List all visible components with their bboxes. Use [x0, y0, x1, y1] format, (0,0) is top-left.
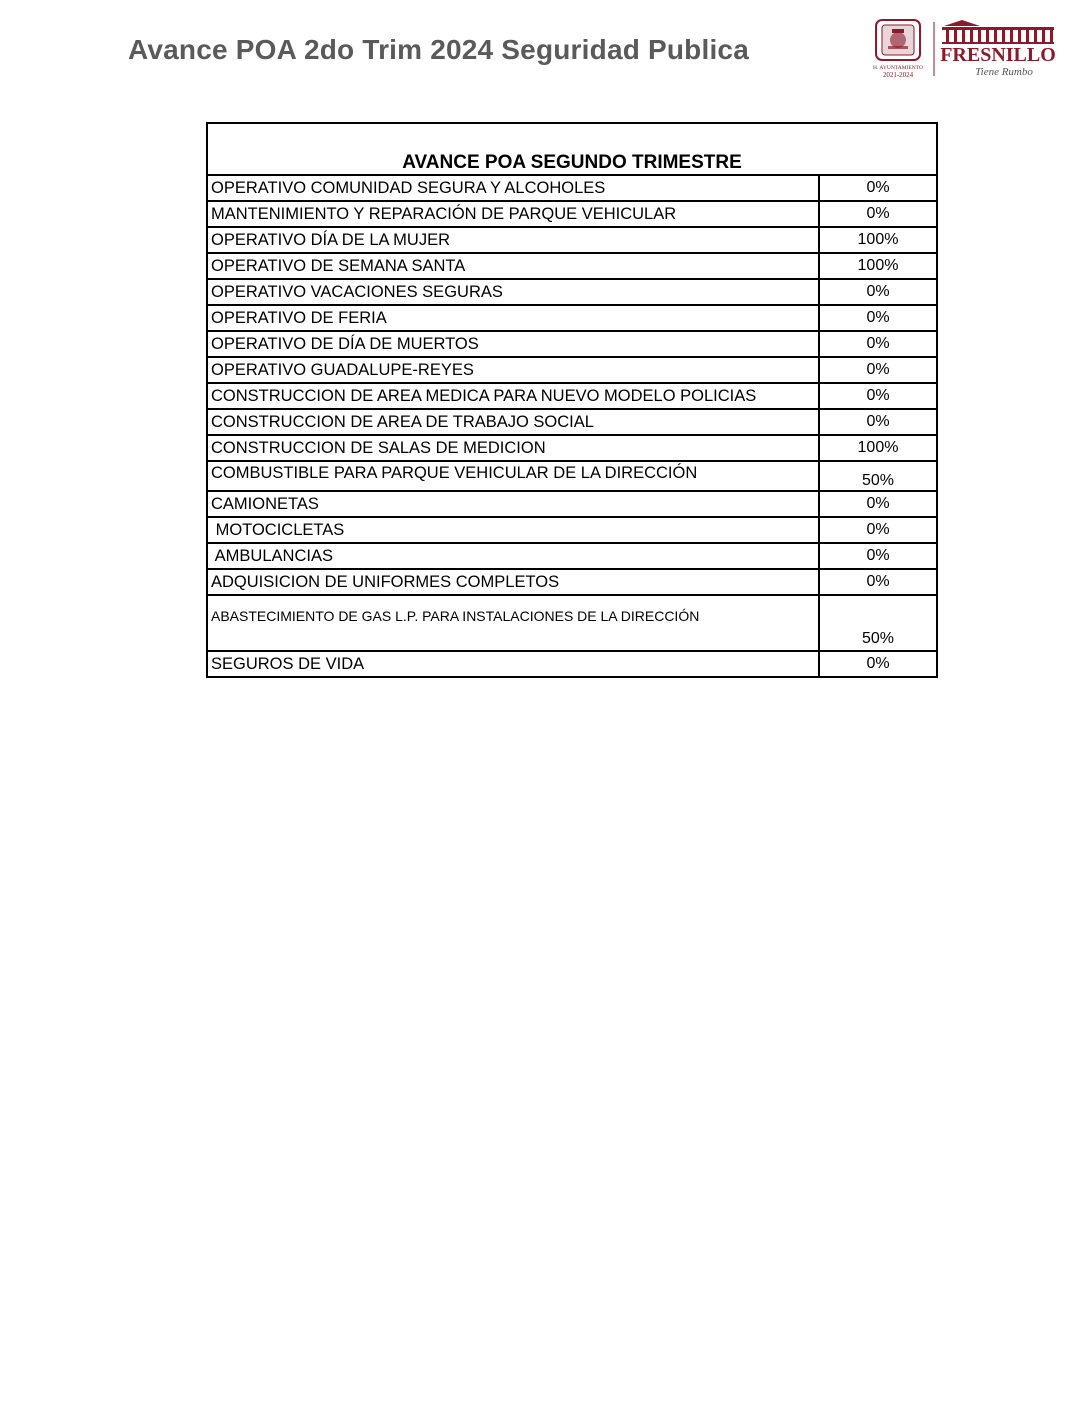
table-row	[207, 651, 937, 677]
progress-percent: 0%	[819, 305, 937, 331]
table-row	[207, 357, 937, 383]
municipal-seal-logo	[868, 16, 1068, 82]
table-row	[207, 543, 937, 569]
progress-percent: 0%	[819, 279, 937, 305]
activity-name: ADQUISICION DE UNIFORMES COMPLETOS	[207, 569, 819, 595]
progress-percent: 0%	[819, 491, 937, 517]
page-title: Avance POA 2do Trim 2024 Seguridad Publica	[128, 34, 749, 65]
activity-name: SEGUROS DE VIDA	[207, 651, 819, 677]
activity-name: MOTOCICLETAS	[207, 517, 819, 543]
table-row	[207, 409, 937, 435]
progress-percent: 100%	[819, 253, 937, 279]
activity-name: OPERATIVO DE FERIA	[207, 305, 819, 331]
activity-name: CAMIONETAS	[207, 491, 819, 517]
progress-percent: 100%	[819, 227, 937, 253]
activity-name: CONSTRUCCION DE SALAS DE MEDICION	[207, 435, 819, 461]
progress-percent: 0%	[819, 357, 937, 383]
progress-percent: 0%	[819, 331, 937, 357]
activity-name: OPERATIVO COMUNIDAD SEGURA Y ALCOHOLES	[207, 175, 819, 201]
header-logos	[868, 16, 1068, 82]
activity-name: OPERATIVO DÍA DE LA MUJER	[207, 227, 819, 253]
table-row	[207, 201, 937, 227]
activity-name: OPERATIVO GUADALUPE-REYES	[207, 357, 819, 383]
progress-percent: 0%	[819, 569, 937, 595]
activity-name: OPERATIVO VACACIONES SEGURAS	[207, 279, 819, 305]
fresnillo-wordmark: FRESNILLO	[940, 44, 1056, 66]
seal-caption-line1: H. AYUNTAMIENTO	[873, 65, 923, 71]
activity-name: AMBULANCIAS	[207, 543, 819, 569]
table-row	[207, 517, 937, 543]
poa-progress-table	[206, 122, 938, 678]
table-row	[207, 305, 937, 331]
table-row	[207, 435, 937, 461]
table-heading-row	[207, 123, 937, 175]
activity-name: CONSTRUCCION DE AREA DE TRABAJO SOCIAL	[207, 409, 819, 435]
fresnillo-tagline: Tiene Rumbo	[975, 66, 1033, 78]
progress-percent: 50%	[819, 595, 937, 651]
activity-name: OPERATIVO DE SEMANA SANTA	[207, 253, 819, 279]
progress-percent: 0%	[819, 543, 937, 569]
activity-name: OPERATIVO DE DÍA DE MUERTOS	[207, 331, 819, 357]
table-row	[207, 331, 937, 357]
table-row	[207, 491, 937, 517]
activity-name: MANTENIMIENTO Y REPARACIÓN DE PARQUE VEHICULAR	[207, 201, 819, 227]
table-row	[207, 461, 937, 491]
fresnillo-building-icon	[942, 20, 1054, 44]
progress-percent: 100%	[819, 435, 937, 461]
table-row	[207, 227, 937, 253]
table-row	[207, 279, 937, 305]
activity-name: ABASTECIMIENTO DE GAS L.P. PARA INSTALACIONES DE LA DIRECCIÓN	[207, 595, 819, 651]
table-row	[207, 569, 937, 595]
progress-percent: 0%	[819, 409, 937, 435]
progress-percent: 0%	[819, 651, 937, 677]
table-row	[207, 595, 937, 651]
progress-percent: 0%	[819, 201, 937, 227]
table-row	[207, 253, 937, 279]
table-heading: AVANCE POA SEGUNDO TRIMESTRE	[207, 123, 937, 175]
progress-percent: 0%	[819, 175, 937, 201]
seal-caption-line2: 2021-2024	[882, 71, 914, 79]
progress-percent: 50%	[819, 461, 937, 491]
activity-name: COMBUSTIBLE PARA PARQUE VEHICULAR DE LA DIRECCIÓN	[207, 461, 819, 491]
progress-percent: 0%	[819, 383, 937, 409]
activity-name: CONSTRUCCION DE AREA MEDICA PARA NUEVO MODELO POLICIAS	[207, 383, 819, 409]
table-row	[207, 383, 937, 409]
table-row	[207, 175, 937, 201]
progress-percent: 0%	[819, 517, 937, 543]
